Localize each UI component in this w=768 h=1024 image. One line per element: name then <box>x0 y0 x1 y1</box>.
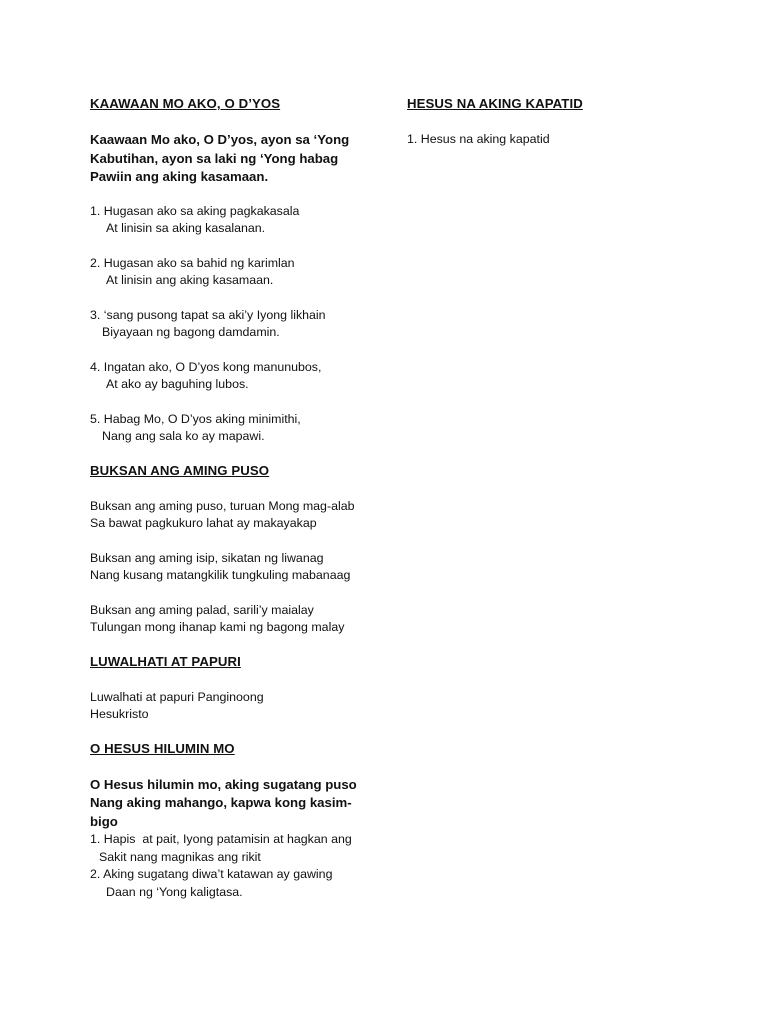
stanza-line: Buksan ang aming puso, turuan Mong mag-alab <box>90 498 355 513</box>
refrain-line: bigo <box>90 813 118 829</box>
song-luwalhati <box>90 654 380 724</box>
right-column <box>407 96 707 149</box>
verse-line: At linisin ang aking kasamaan. <box>106 273 274 287</box>
refrain-line: Pawiin ang aking kasamaan. <box>90 169 269 184</box>
verse-line: 3. ‘sang pusong tapat sa aki’y Iyong likhain <box>90 307 326 322</box>
left-column <box>90 96 380 901</box>
verse <box>90 831 380 866</box>
verse <box>90 411 380 446</box>
song-kaawaan <box>90 96 380 446</box>
stanza-line: Sa bawat pagkukuro lahat ay makayakap <box>90 516 317 530</box>
verse <box>90 255 380 290</box>
song-title: O HESUS HILUMIN MO <box>90 740 235 756</box>
verse-line: Daan ng ‘Yong kaligtasa. <box>106 884 243 899</box>
song-title: BUKSAN ANG AMING PUSO <box>90 462 270 478</box>
song-o-hesus <box>90 741 380 902</box>
song-title: KAAWAAN MO AKO, O D’YOS <box>90 96 281 111</box>
verse-line: Sakit nang magnikas ang rikit <box>99 849 261 864</box>
verse <box>90 359 380 394</box>
refrain-line: Nang aking mahango, kapwa kong kasim- <box>90 795 352 810</box>
song-title: LUWALHATI AT PAPURI <box>90 653 241 669</box>
refrain-line: Kabutihan, ayon sa laki ng ‘Yong habag <box>90 150 339 166</box>
verse <box>90 203 380 238</box>
song-line: 1. Hesus na aking kapatid <box>407 132 550 146</box>
verse-line: At linisin sa aking kasalanan. <box>106 221 266 235</box>
song-title: HESUS NA AKING KAPATID <box>407 96 583 111</box>
verse-line: At ako ay baguhing lubos. <box>106 377 249 391</box>
verse-line: 4. Ingatan ako, O D’yos kong manunubos, <box>90 359 322 374</box>
stanza-line: Nang kusang matangkilik tungkuling mabanaag <box>90 568 351 582</box>
verse-line: 1. Hugasan ako sa aking pagkakasala <box>90 203 300 218</box>
verse <box>90 307 380 342</box>
song-line: Luwalhati at papuri Panginoong <box>90 689 264 704</box>
verse-line: 5. Habag Mo, O D’yos aking minimithi, <box>90 411 301 426</box>
stanza-line: Buksan ang aming isip, sikatan ng liwanag <box>90 550 324 565</box>
verse-line: Biyayaan ng bagong damdamin. <box>102 325 280 339</box>
verse-line: 2. Hugasan ako sa bahid ng karimlan <box>90 255 295 270</box>
verse <box>90 866 380 901</box>
song-line: Hesukristo <box>90 707 149 721</box>
refrain-line: O Hesus hilumin mo, aking sugatang puso <box>90 776 357 792</box>
stanza-line: Buksan ang aming palad, sarili’y maialay <box>90 602 314 617</box>
song-buksan <box>90 463 380 637</box>
verse-line: 1. Hapis at pait, Iyong patamisin at hagkan ang <box>90 832 352 846</box>
song-hesus-kapatid <box>407 96 707 149</box>
refrain-line: Kaawaan Mo ako, O D’yos, ayon sa ‘Yong <box>90 132 350 147</box>
stanza-line: Tulungan mong ihanap kami ng bagong malay <box>90 620 345 634</box>
verse-line: 2. Aking sugatang diwa’t katawan ay gawing <box>90 867 333 881</box>
verse-line: Nang ang sala ko ay mapawi. <box>102 429 265 443</box>
